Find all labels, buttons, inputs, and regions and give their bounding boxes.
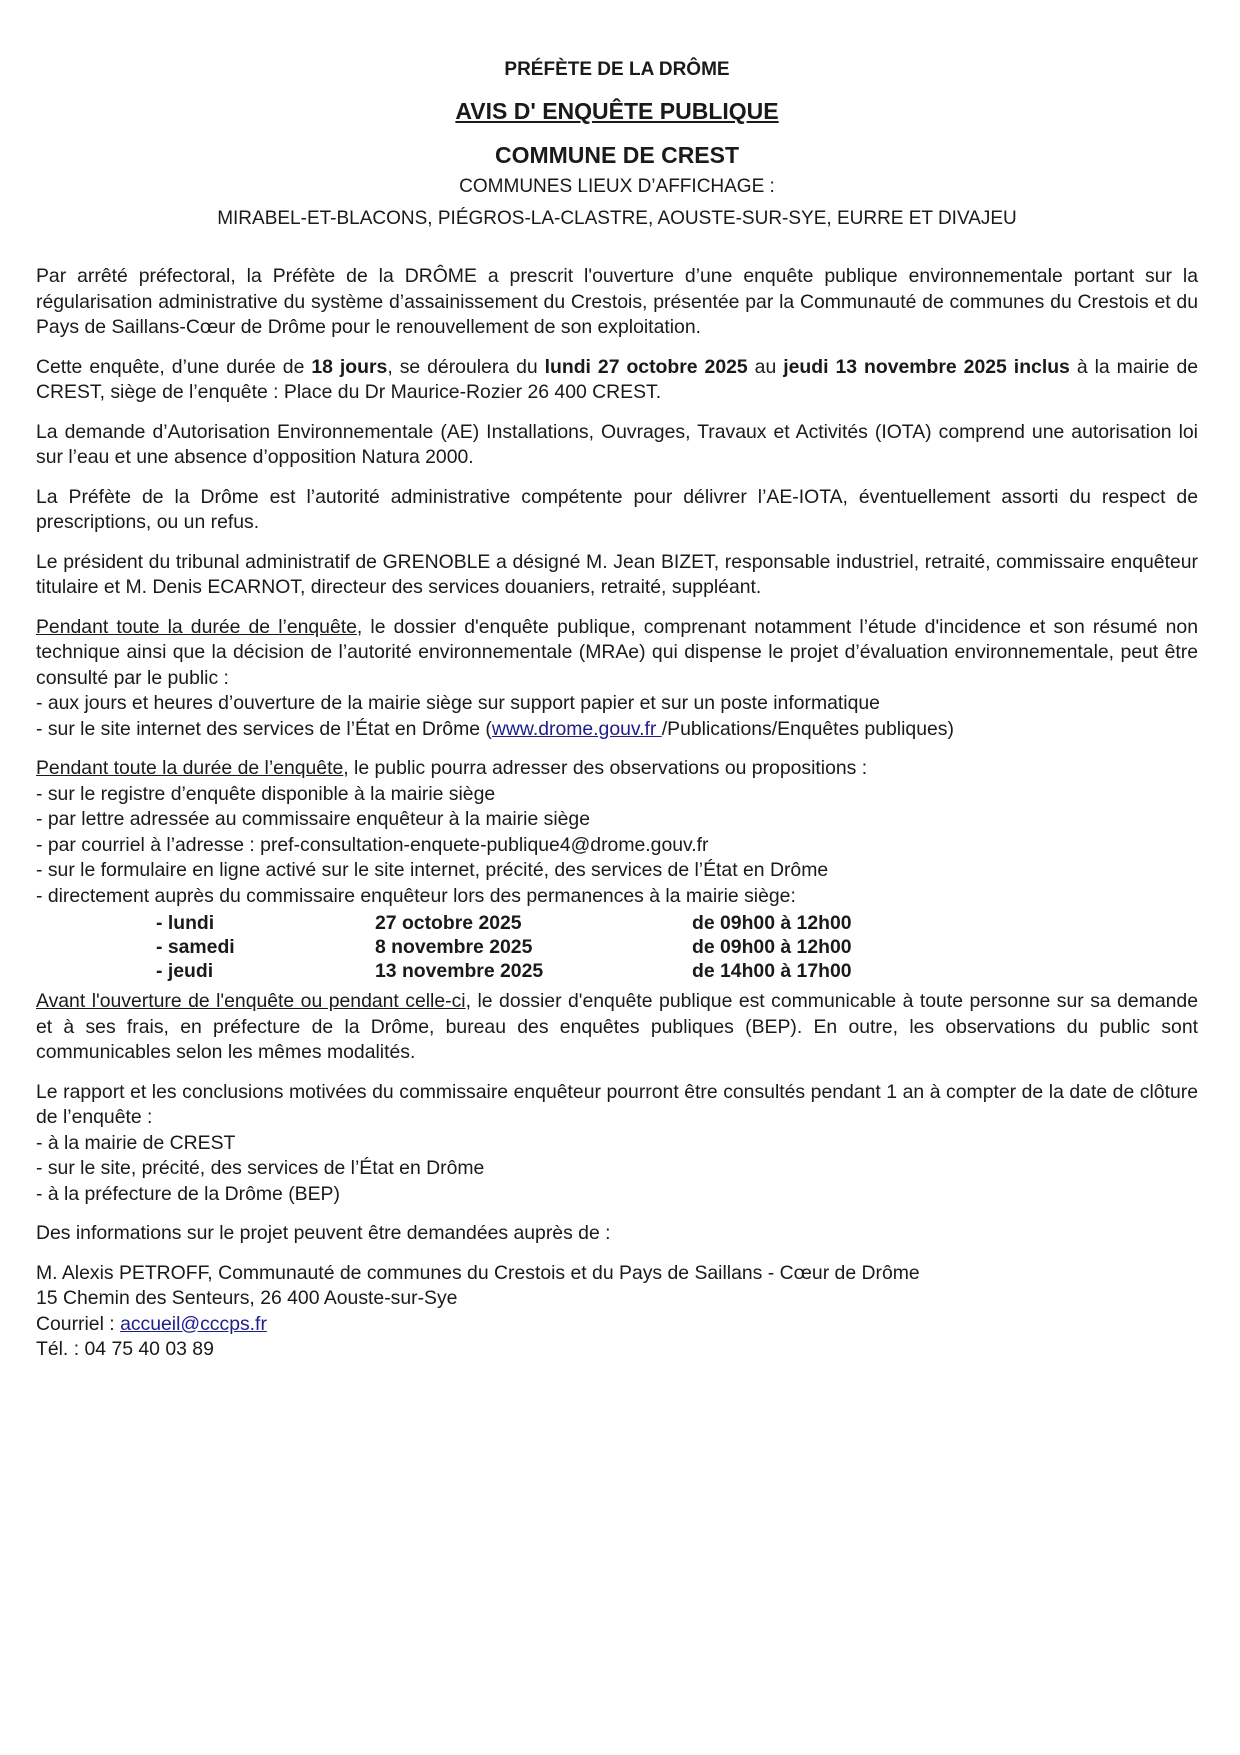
table-row	[156, 959, 892, 983]
list-item: - à la préfecture de la Drôme (BEP)	[36, 1182, 340, 1205]
permanence-hours: de 14h00 à 17h00	[692, 960, 852, 982]
permanences-table	[156, 911, 892, 983]
communication-text: , le dossier d'enquête publique est communicable à toute personne sur sa demande et à ses frais, en préfecture de la Drôme, bureau des enquêtes publiques (BEP). En outre, les observations du public sont communicables selon les mêmes modalités.	[36, 990, 1198, 1063]
date-fin: jeudi 13 novembre 2025 inclus	[783, 355, 1070, 378]
list-item	[36, 717, 1198, 743]
list-item: - par lettre adressée au commissaire enquêteur à la mairie siège	[36, 808, 590, 830]
table-row	[156, 935, 892, 959]
list-item: - par courriel à l’adresse : pref-consultation-enquete-publique4@drome.gouv.fr	[36, 833, 709, 856]
list-item: - aux jours et heures d’ouverture de la mairie siège sur support papier et sur un poste informatique	[36, 692, 880, 714]
duree-text-3: au	[747, 355, 784, 378]
list-item: - sur le registre d’enquête disponible à la mairie siège	[36, 782, 496, 805]
rapport-text: Le rapport et les conclusions motivées du commissaire enquêteur pourront être consultés pendant 1 an à compter de la date de clôture de l’enquête :	[36, 1080, 1198, 1128]
paragraph-informations: Des informations sur le projet peuvent être demandées auprès de :	[36, 1222, 611, 1244]
list-item-text: /Publications/Enquêtes publiques)	[661, 717, 954, 740]
contact-email-line	[36, 1312, 1198, 1338]
document-body	[36, 264, 1198, 1363]
communes-affichage-list: MIRABEL-ET-BLACONS, PIÉGROS-LA-CLASTRE, AOUSTE-SUR-SYE, EURRE ET DIVAJEU	[217, 208, 1017, 229]
permanence-hours: de 09h00 à 12h00	[692, 912, 852, 934]
paragraph-consultation	[36, 615, 1198, 743]
duree-value: 18 jours	[311, 355, 388, 378]
permanence-hours: de 09h00 à 12h00	[692, 936, 852, 958]
list-item-text: - sur le site internet des services de l’État en Drôme (	[36, 717, 492, 740]
communication-underlined: Avant l'ouverture de l'enquête ou pendant celle-ci	[36, 990, 466, 1012]
list-item: - à la mairie de CREST	[36, 1131, 236, 1154]
contact-email-label: Courriel :	[36, 1312, 121, 1335]
contact-block	[36, 1261, 1198, 1363]
permanence-date: 8 novembre 2025	[375, 936, 533, 958]
permanence-date: 13 novembre 2025	[375, 960, 544, 982]
list-item: - sur le formulaire en ligne activé sur le site internet, précité, des services de l’État en Drôme	[36, 859, 829, 881]
contact-name: M. Alexis PETROFF, Communauté de communes du Crestois et du Pays de Saillans - Cœur de Drôme	[36, 1261, 920, 1284]
paragraph-arrete: Par arrêté préfectoral, la Préfète de la DRÔME a prescrit l'ouverture d’une enquête publique environnementale portant sur la régularisation administrative du système d’assainissement du Crestois, présentée par la Communauté de communes du Crestois et du Pays de Saillans-Cœur de Drôme pour le renouvellement de son exploitation.	[36, 265, 1198, 338]
duree-text-1: Cette enquête, d’une durée de	[36, 355, 312, 378]
paragraph-autorisation: La demande d’Autorisation Environnementale (AE) Installations, Ouvrages, Travaux et Activités (IOTA) comprend une autorisation loi sur l’eau et une absence d’opposition Natura 2000.	[36, 420, 1198, 468]
communes-affichage-label: COMMUNES LIEUX D’AFFICHAGE :	[459, 176, 775, 197]
observations-underlined: Pendant toute la durée de l’enquête	[36, 757, 344, 779]
duree-text-4: à la mairie de CREST, siège de l’enquête : Place du Dr Maurice-Rozier 26 400 CREST.	[36, 355, 1199, 403]
contact-email-link[interactable]: accueil@cccps.fr	[120, 1312, 267, 1335]
permanence-date: 27 octobre 2025	[375, 912, 522, 934]
permanence-day: - jeudi	[156, 960, 214, 982]
avis-title: AVIS D' ENQUÊTE PUBLIQUE	[455, 98, 779, 124]
contact-address: 15 Chemin des Senteurs, 26 400 Aouste-sur-Sye	[36, 1287, 458, 1309]
commune-title: COMMUNE DE CREST	[494, 142, 740, 168]
document-page	[36, 50, 1198, 1363]
paragraph-observations	[36, 756, 1198, 909]
date-debut: lundi 27 octobre 2025	[544, 355, 748, 378]
paragraph-autorite: La Préfète de la Drôme est l’autorité administrative compétente pour délivrer l’AE-IOTA, éventuellement assorti du respect de prescriptions, ou un refus.	[36, 485, 1198, 533]
consultation-underlined: Pendant toute la durée de l’enquête	[36, 615, 357, 638]
prefete-heading: PRÉFÈTE DE LA DRÔME	[504, 59, 730, 80]
paragraph-rapport	[36, 1080, 1198, 1208]
list-item: - directement auprès du commissaire enquêteur lors des permanences à la mairie siège:	[36, 884, 796, 907]
table-row	[156, 911, 892, 935]
drome-gouv-link[interactable]: www.drome.gouv.fr	[491, 717, 662, 740]
paragraph-duree	[36, 355, 1198, 406]
observations-text: , le public pourra adresser des observations ou propositions :	[343, 757, 868, 779]
permanence-day: - samedi	[156, 936, 235, 958]
paragraph-communication	[36, 989, 1198, 1066]
paragraph-commissaire: Le président du tribunal administratif de GRENOBLE a désigné M. Jean BIZET, responsable industriel, retraité, commissaire enquêteur titulaire et M. Denis ECARNOT, directeur des services douaniers, retraité, suppléant.	[36, 550, 1198, 598]
duree-text-2: , se déroulera du	[387, 355, 545, 378]
consultation-text: , le dossier d'enquête publique, comprenant notamment l’étude d'incidence et son résumé non technique ainsi que la décision de l’autorité environnementale (MRAe) qui dispense le projet d’évaluation environnementale, peut être consulté par le public :	[36, 615, 1198, 689]
permanence-day: - lundi	[156, 912, 215, 934]
list-item: - sur le site, précité, des services de l’État en Drôme	[36, 1157, 485, 1179]
contact-tel: Tél. : 04 75 40 03 89	[36, 1338, 214, 1360]
